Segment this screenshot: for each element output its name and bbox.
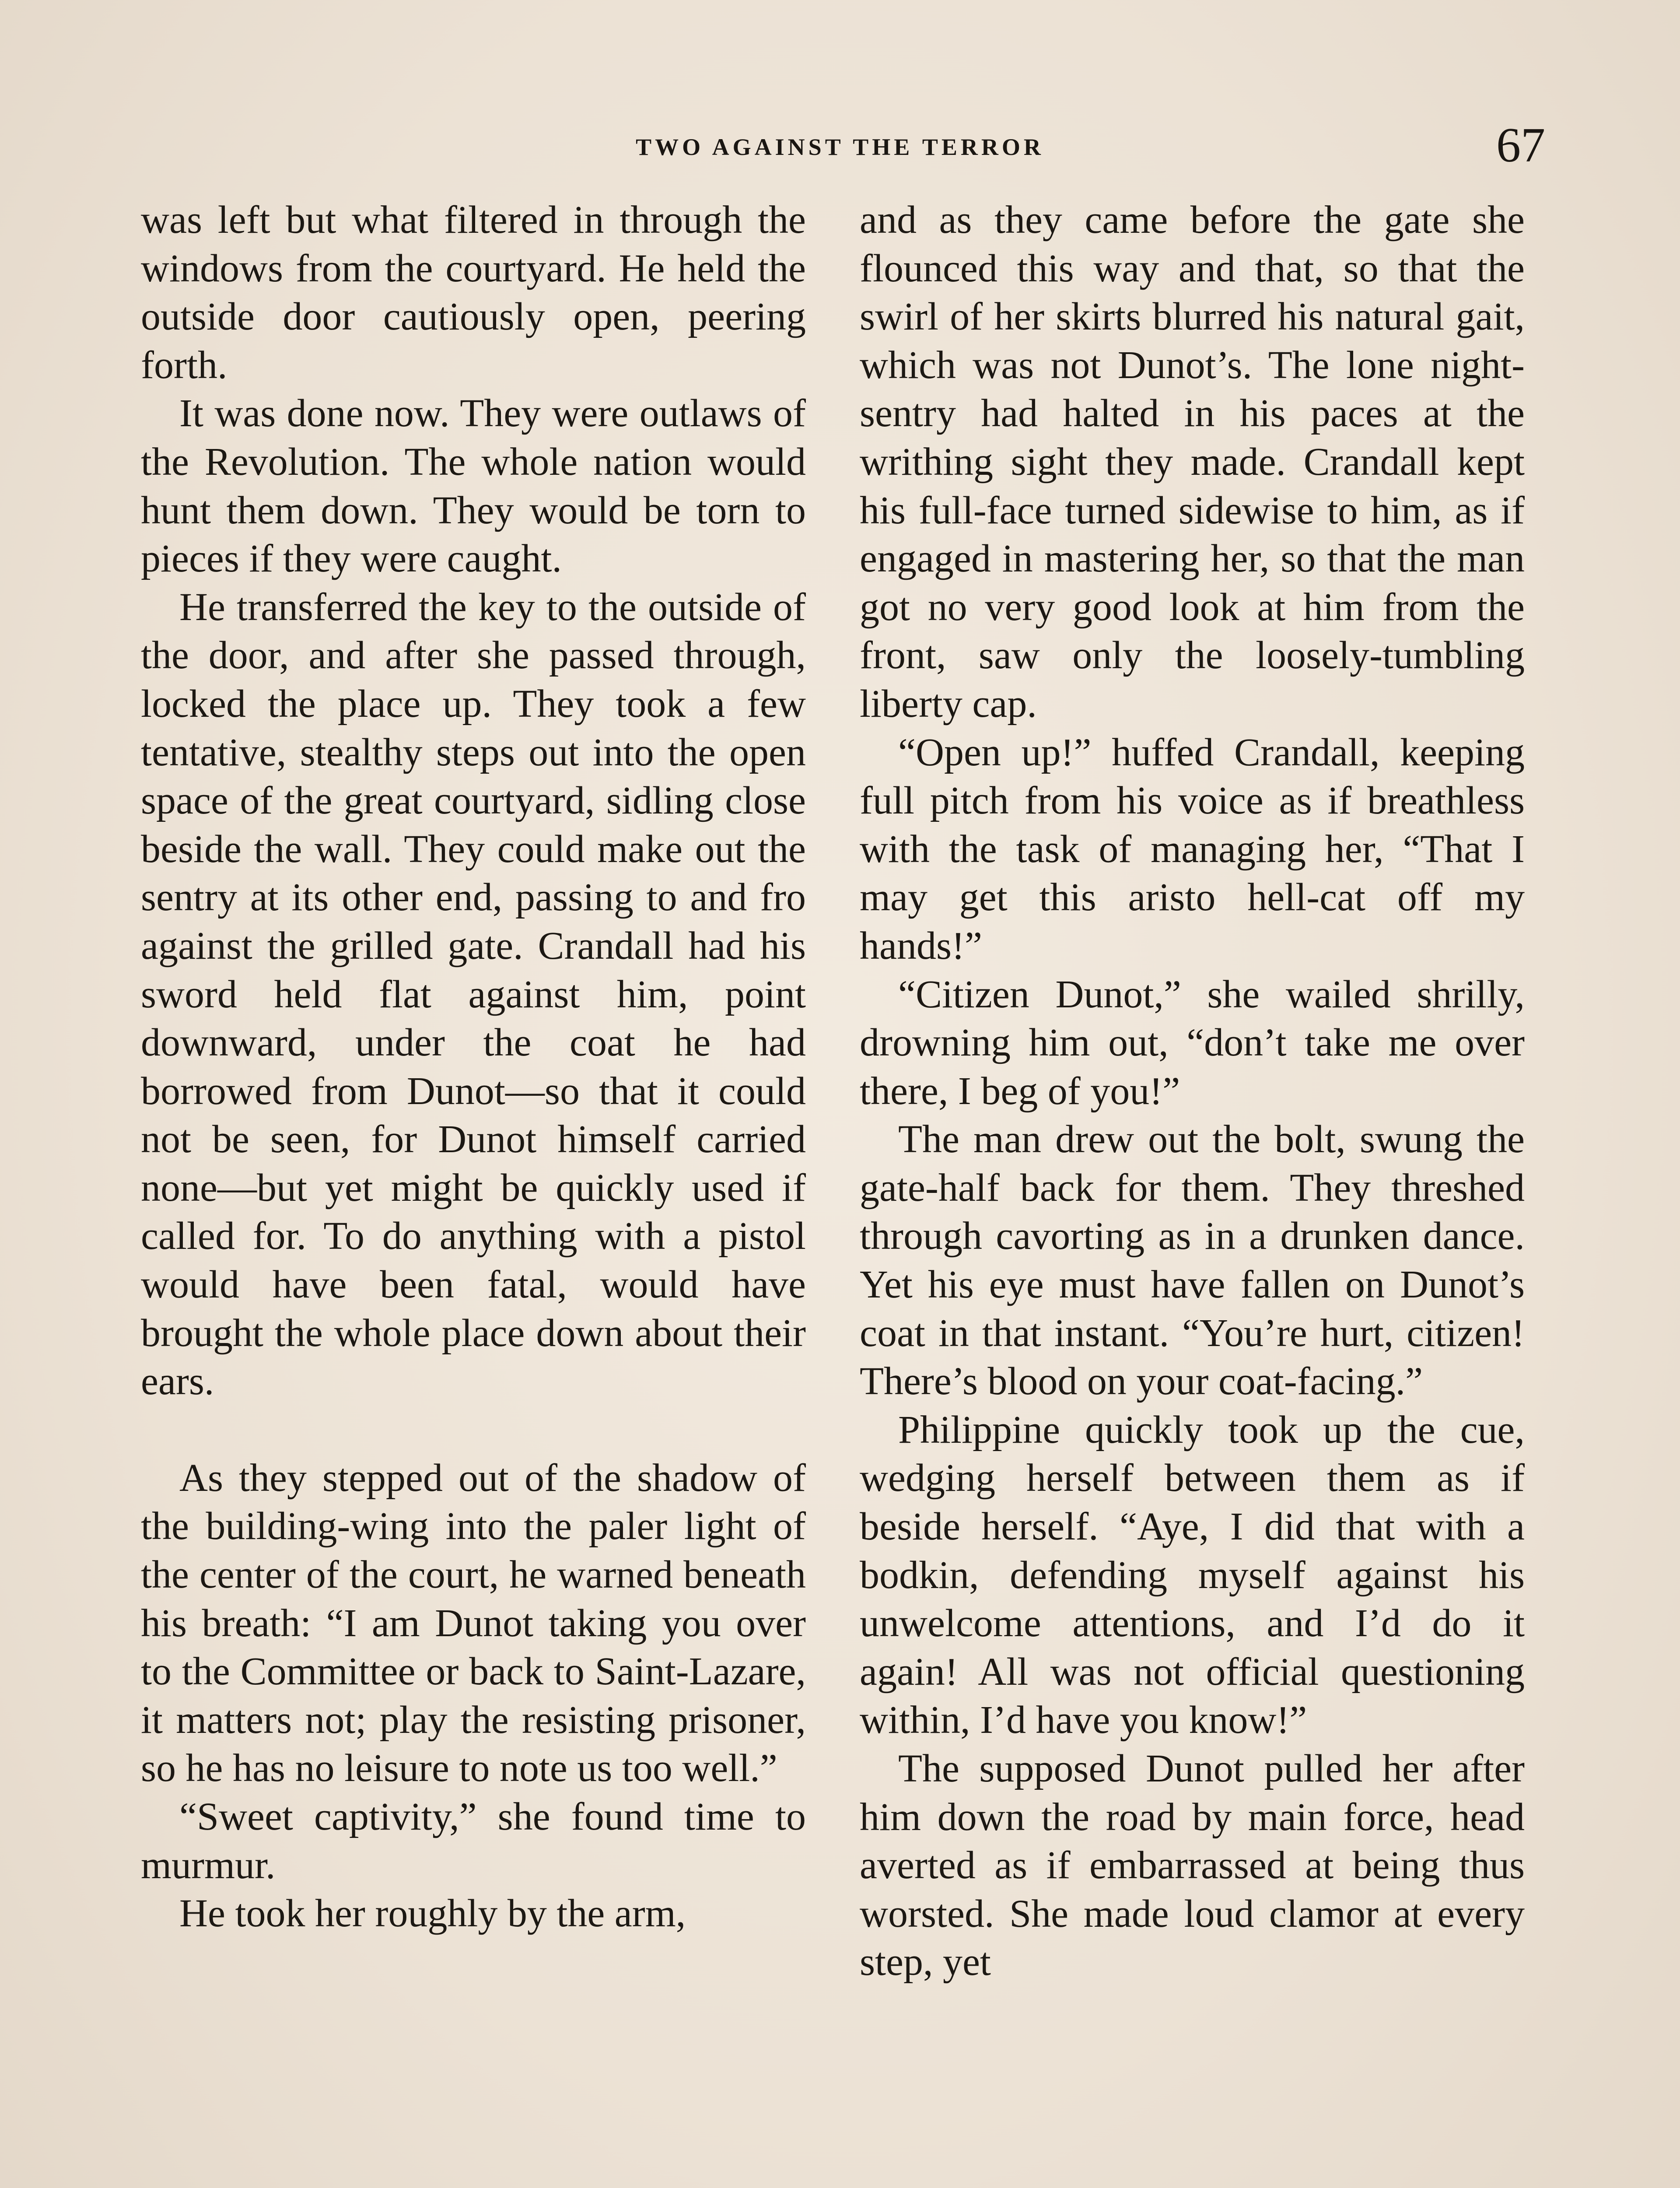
paragraph: The supposed Dunot pulled her after him down the road by main force, head averted as if embarrassed at being thus worsted. She made loud clamor at every step, yet xyxy=(860,1747,1525,1984)
paragraph: and as they came before the gate she flounced this way and that, so that the swirl of her skirts blurred his natural gait, which was not Dunot’s. The lone night-sentry had halted in his paces at the writhing sight they made. Crandall kept his full-face turned sidewise to him, as if engaged in mastering her, so that the man got no very good look at him from the front, saw only the loosely-tumbling liberty cap. xyxy=(860,198,1525,726)
paragraph: “Citizen Dunot,” she wailed shrilly, drowning him out, “don’t take me over there, I beg of you!” xyxy=(860,972,1525,1113)
paragraph: “Open up!” huffed Crandall, keeping full pitch from his voice as if breathless with the task of managing her, “That I may get this aristo hell-cat off my hands!” xyxy=(860,730,1525,968)
paragraph: He took her roughly by the arm, xyxy=(179,1892,686,1936)
running-title: TWO AGAINST THE TERROR xyxy=(636,134,1044,160)
page-number: 67 xyxy=(1496,118,1545,172)
paragraph: “Sweet captivity,” she found time to murmur. xyxy=(141,1795,806,1887)
paragraph: Philippine quickly took up the cue, wedging herself between them as if beside herself. “Aye, I did that with a bodkin, defending myself against his unwelcome attentions, and I’d do it again! All was not official questioning within, I’d have you know!” xyxy=(860,1408,1525,1742)
left-text-column xyxy=(141,196,806,1938)
paragraph: was left but what filtered in through the windows from the courtyard. He held the outside door cautiously open, peering forth. xyxy=(141,198,806,387)
paragraph: It was done now. They were outlaws of the Revolution. The whole nation would hunt them down. They would be torn to pieces if they were caught. xyxy=(141,392,806,581)
paragraph: The man drew out the bolt, swung the gate-half back for them. They threshed through cavorting as in a drunken dance. Yet his eye must have fallen on Dunot’s coat in that instant. “You’re hurt, citizen! There’s blood on your coat-facing.” xyxy=(860,1118,1525,1403)
paragraph: As they stepped out of the shadow of the building-wing into the paler light of the center of the court, he warned beneath his breath: “I am Dunot taking you over to the Committee or back to Saint-Lazare, it matters not; play the resisting prisoner, so he has no leisure to note us too well.” xyxy=(141,1456,806,1790)
paragraph: He transferred the key to the outside of the door, and after she passed through, locked the place up. They took a few tentative, stealthy steps out into the open space of the great courtyard, sidling close beside the wall. They could make out the sentry at its other end, passing to and fro against the grilled gate. Crandall had his sword held flat against him, point downward, under the coat he had borrowed from Dunot—so that it could not be seen, for Dunot himself carried none—but yet might be quickly used if called for. To do anything with a pistol would have been fatal, would have brought the whole place down about their ears. xyxy=(141,585,806,1403)
right-text-column xyxy=(860,196,1525,1987)
